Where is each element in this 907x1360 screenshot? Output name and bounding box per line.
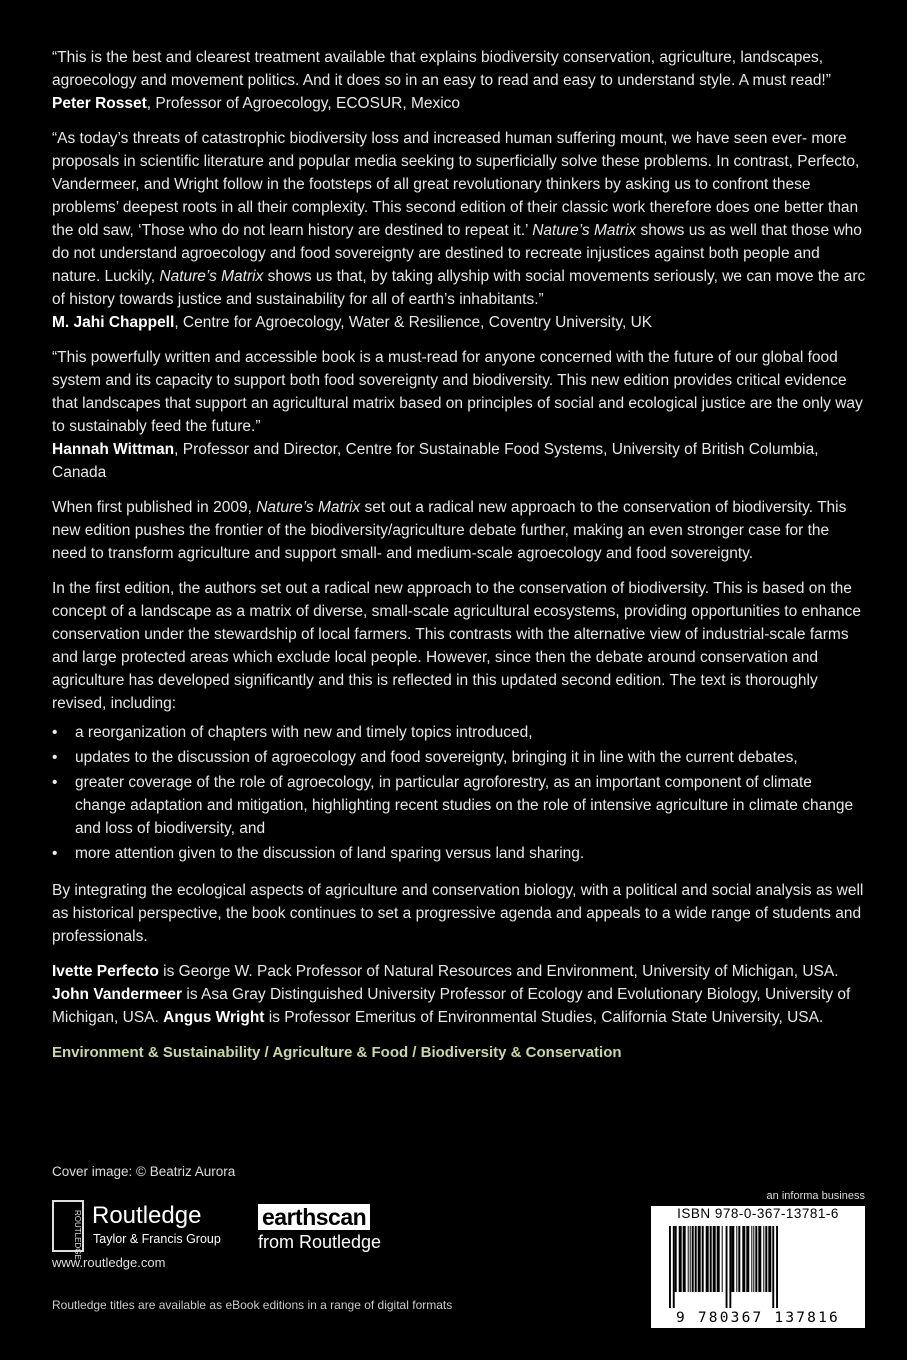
barcode-bar — [669, 1226, 671, 1308]
subject-categories: Environment & Sustainability / Agriculture & Food / Biodiversity & Conservation — [52, 1044, 622, 1061]
imprint-sub: from Routledge — [258, 1232, 382, 1252]
barcode-bar — [768, 1226, 771, 1292]
book-title: Nature’s Matrix — [532, 222, 637, 239]
imprint-name: earthscan — [258, 1204, 370, 1230]
barcode-bar — [753, 1226, 754, 1292]
barcode-bar — [772, 1226, 774, 1308]
list-item: • a reorganization of chapters with new and timely topics introduced, — [52, 721, 867, 744]
barcode-bar — [776, 1226, 778, 1308]
publisher-url[interactable]: www.routledge.com — [52, 1255, 166, 1270]
barcode-bar — [692, 1226, 694, 1292]
barcode-bar — [738, 1226, 740, 1292]
list-item: • greater coverage of the role of agroecology, in particular agroforestry, as an important component of climate change adaptation and mitigation, highlighting recent studies on the role of intensive agriculture in climate change and loss of biodiversity, and — [52, 771, 867, 840]
quote-2: “As today’s threats of catastrophic biodiversity loss and increased human suffering mount, we have seen ever- more proposals in scientific literature and popular media seeking to superficially solve these problems. In contrast, Perfecto, Vandermeer, and Wright follow in the footsteps of all great revolutionary thinkers by asking us to confront these problems’ deepest roots in all their complexity. This second edition of their classic work therefore does one better than the old saw, ‘Those who do not learn history are destined to repeat it.’ Nature’s Matrix shows us as well that those who do not understand agroecology and food sovereignty are destined to recreate injustices against both people and nature. Luckily, Nature’s Matrix shows us that, by taking allyship with social movements seriously, we can move the arc of history towards justice and sustainability for all of earth’s inhabitants.” — [52, 130, 866, 308]
quote-3: “This powerfully written and accessible book is a must-read for anyone concerned with the future of our global food system and its capacity to support both food sovereignty and biodiversity. This new edition provides critical evidence that landscapes that support an agricultural matrix based on principles of social and ecological justice are the only way to sustainably feed the future.” — [52, 349, 863, 435]
quote-author: Hannah Wittman — [52, 441, 175, 458]
barcode-bar — [675, 1226, 677, 1292]
barcode-bar — [683, 1226, 686, 1292]
isbn-barcode — [651, 1206, 865, 1328]
quote-author: M. Jahi Chappell — [52, 314, 175, 331]
barcode-bar — [695, 1226, 697, 1292]
barcode-bar — [726, 1226, 728, 1308]
quote-3-attribution: Hannah Wittman, Professor and Director, Centre for Sustainable Food Systems, University of British Columbia, Canada — [52, 441, 819, 481]
informa-tagline: an informa business — [766, 1190, 865, 1202]
barcode-bar — [690, 1226, 691, 1292]
author-bios: Ivette Perfecto is George W. Pack Professor of Natural Resources and Environment, University of Michigan, USA. John Vandermeer is Asa Gray Distinguished University Professor of Ecology and Evolutionary Biology, University of Michigan, USA. Angus Wright is Professor Emeritus of Environmental Studies, California State University, USA. — [52, 963, 851, 1026]
barcode-bar — [679, 1226, 682, 1292]
blurb-paragraph-3: By integrating the ecological aspects of agriculture and conservation biology, with a political and social analysis as well as historical perspective, the book continues to set a progressive agenda and appeals to a wide range of students and professionals. — [52, 882, 864, 945]
quote-2-attribution: M. Jahi Chappell, Centre for Agroecology, Water & Resilience, Coventry University, UK — [52, 314, 653, 331]
barcode-bar — [688, 1226, 689, 1292]
barcode-bar — [758, 1226, 761, 1292]
ebook-note: Routledge titles are available as eBook editions in a range of digital formats — [52, 1298, 453, 1312]
barcode-bar — [673, 1226, 675, 1308]
barcode-bar — [729, 1226, 731, 1308]
revision-list — [52, 721, 867, 865]
barcode-bar — [710, 1226, 712, 1292]
quote-1-attribution: Peter Rosset, Professor of Agroecology, ECOSUR, Mexico — [52, 95, 461, 112]
barcode-bar — [751, 1226, 752, 1292]
barcode-bar — [731, 1226, 734, 1292]
isbn-text: ISBN 978-0-367-13781-6 — [677, 1206, 839, 1221]
barcode-number: 9 780367 137816 — [676, 1310, 840, 1326]
author-name: John Vandermeer — [52, 986, 183, 1003]
back-cover-text — [52, 46, 867, 1064]
publisher-group: Taylor & Francis Group — [93, 1232, 221, 1246]
list-item: • updates to the discussion of agroecology and food sovereignty, bringing it in line with the current debates, — [52, 746, 867, 769]
barcode-bar — [746, 1226, 749, 1292]
barcode-bar — [755, 1226, 757, 1292]
author-name: Ivette Perfecto — [52, 963, 159, 980]
routledge-mark-icon: ROUTLEDGE — [52, 1200, 84, 1252]
author-name: Angus Wright — [163, 1009, 265, 1026]
routledge-logo — [52, 1200, 252, 1260]
quote-author: Peter Rosset — [52, 95, 147, 112]
book-title: Nature’s Matrix — [159, 268, 264, 285]
quote-1: “This is the best and clearest treatment available that explains biodiversity conservation, agriculture, landscapes, agroecology and movement politics. And it does so in an easy to read and easy to understand style. A must read!” — [52, 49, 831, 89]
blurb-paragraph-2: In the first edition, the authors set out a radical new approach to the conservation of biodiversity. This is based on the concept of a landscape as a matrix of diverse, small-scale agricultural ecosystems, providing opportunities to enhance conservation under the stewardship of local farmers. This contrasts with the alternative view of industrial-scale farms and large protected areas which exclude local people. However, since then the debate around conservation and agriculture has developed significantly and this is reflected in this updated second edition. The text is thoroughly revised, including: — [52, 580, 861, 712]
barcode-bar — [702, 1226, 704, 1292]
publisher-name: Routledge — [92, 1202, 202, 1229]
barcode-bar — [742, 1226, 745, 1292]
book-title: Nature’s Matrix — [256, 499, 361, 516]
list-item: • more attention given to the discussion of land sparing versus land sharing. — [52, 842, 867, 865]
barcode-bars — [669, 1226, 847, 1308]
barcode-bar — [706, 1226, 709, 1292]
barcode-bar — [736, 1226, 737, 1292]
barcode-bar — [717, 1226, 720, 1292]
barcode-bar — [713, 1226, 716, 1292]
barcode-bar — [698, 1226, 701, 1292]
blurb-paragraph-1: When first published in 2009, Nature’s Matrix set out a radical new approach to the conservation of biodiversity. This new edition pushes the frontier of the biodiversity/agriculture debate further, making an even stronger case for the need to transform agriculture and support small- and medium-scale agroecology and food sovereignty. — [52, 499, 847, 562]
barcode-bar — [722, 1226, 723, 1292]
barcode-bar — [765, 1226, 767, 1292]
barcode-bar — [763, 1226, 764, 1292]
cover-image-credit: Cover image: © Beatriz Aurora — [52, 1164, 236, 1179]
earthscan-logo — [258, 1204, 381, 1253]
